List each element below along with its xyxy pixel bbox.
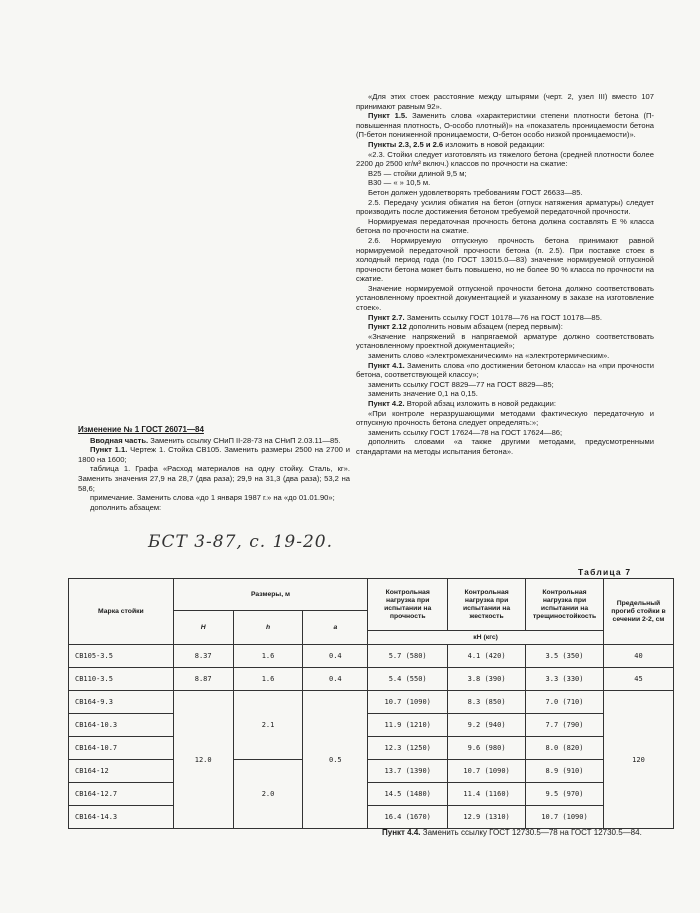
table-row	[69, 691, 674, 714]
cell-h-group: 2.1	[233, 691, 303, 760]
cell-mark: СВ164-12	[69, 760, 174, 783]
cell-mark: СВ164-10.3	[69, 714, 174, 737]
cell-mark: СВ164-12.7	[69, 783, 174, 806]
header-mark: Марка стойки	[69, 579, 174, 645]
right-paragraph: «Для этих стоек расстояние между штырями (черт. 2, узел III) вместо 107 принимают равным 92».	[356, 92, 654, 111]
header-deflection: Предельный прогиб стойки в сечении 2-2, см	[603, 579, 673, 645]
cell-crack: 8.9 (910)	[526, 760, 604, 783]
table-row	[69, 783, 674, 806]
right-paragraph: дополнить словами «а также другими методами, предусмотренными стандартами на методы испытания бетона».	[356, 437, 654, 456]
table-caption: Таблица 7	[578, 567, 632, 577]
header-H: H	[173, 611, 233, 645]
cell-crack: 8.0 (820)	[526, 737, 604, 760]
cell-stiffness: 11.4 (1160)	[448, 783, 526, 806]
right-paragraph: заменить ссылку ГОСТ 8829—77 на ГОСТ 8829—85;	[368, 379, 554, 389]
cell-strength: 12.3 (1250)	[368, 737, 448, 760]
cell-H: 8.37	[173, 645, 233, 668]
cell-stiffness: 3.8 (390)	[448, 668, 526, 691]
cell-crack: 7.0 (710)	[526, 691, 604, 714]
header-h: h	[233, 611, 303, 645]
left-paragraph: примечание. Заменить слова «до 1 января 1987 г.» на «до 01.01.90»;	[90, 493, 335, 503]
cell-crack: 3.5 (350)	[526, 645, 604, 668]
right-paragraph: B25 — стойки длиной 9,5 м;	[368, 168, 467, 178]
right-paragraph: 2.6. Нормируемую отпускную прочность бетона принимают равной нормируемой передаточной прочности бетона (п. 2.5). При поставке стоек в холодный период года (по ГОСТ 13015.0—83) значение нормируемой отпускной прочности бетона может быть повышено, но не более 90 % класса по прочности на сжатие.	[356, 235, 654, 284]
left-paragraph: Пункт 1.1. Чертеж 1. Стойка СВ105. Заменить размеры 2500 на 2700 и 1800 на 1600;	[78, 445, 350, 464]
cell-mark: СВ105-3.5	[69, 645, 174, 668]
cell-h: 1.6	[233, 645, 303, 668]
cell-crack: 7.7 (790)	[526, 714, 604, 737]
loads-table	[68, 578, 674, 829]
cell-strength: 5.7 (580)	[368, 645, 448, 668]
cell-crack: 3.3 (330)	[526, 668, 604, 691]
table-row	[69, 645, 674, 668]
left-paragraph: таблица 1. Графа «Расход материалов на одну стойку. Сталь, кг». Заменить значения 27,9 на 28,7 (два раза); 29,9 на 31,3 (два раза); 53,2 на 58,6;	[78, 464, 350, 493]
left-paragraph: Вводная часть. Заменить ссылку СНиП II-28-73 на СНиП 2.03.11—85.	[90, 435, 341, 445]
header-stiffness: Контрольная нагрузка при испытании на жесткость	[448, 579, 526, 631]
cell-deflection: 45	[603, 668, 673, 691]
table-row	[69, 737, 674, 760]
cell-deflection-group: 120	[603, 691, 673, 829]
header-unit: кН (кгс)	[368, 631, 604, 645]
right-paragraph: «2.3. Стойки следует изготовлять из тяжелого бетона (средней плотности более 2200 до 2500 кг/м³ включ.) классов по прочности на сжатие:	[356, 149, 654, 169]
cell-deflection: 40	[603, 645, 673, 668]
cell-a-group: 0.5	[303, 691, 368, 829]
cell-strength: 16.4 (1670)	[368, 806, 448, 829]
right-paragraph: заменить слово «электромеханическим» на «электротермическим».	[368, 351, 610, 361]
cell-h: 1.6	[233, 668, 303, 691]
header-dims: Размеры, м	[173, 579, 368, 611]
right-column	[356, 92, 654, 457]
table-row	[69, 714, 674, 737]
header-strength: Контрольная нагрузка при испытании на прочность	[368, 579, 448, 631]
cell-stiffness: 4.1 (420)	[448, 645, 526, 668]
cell-H: 8.87	[173, 668, 233, 691]
right-paragraph: Бетон должен удовлетворять требованиям ГОСТ 26633—85.	[368, 187, 583, 197]
right-paragraph: Пункт 2.12 дополнить новым абзацем (перед первым):	[368, 322, 563, 332]
cell-crack: 10.7 (1090)	[526, 806, 604, 829]
right-paragraph: Значение нормируемой отпускной прочности бетона должно соответствовать установленному проектной документацией и указанному в заказе на изготовление стоек».	[356, 283, 654, 313]
right-paragraph: заменить ссылку ГОСТ 17624—78 на ГОСТ 17624—86;	[368, 427, 563, 437]
footer-paragraph: Пункт 4.4. Заменить ссылку ГОСТ 12730.5—78 на ГОСТ 12730.5—84.	[382, 828, 642, 837]
cell-h-group: 2.0	[233, 760, 303, 829]
cell-crack: 9.5 (970)	[526, 783, 604, 806]
header-a: a	[303, 611, 368, 645]
handwritten-note: БСТ 3-87, с. 19-20.	[148, 532, 333, 552]
cell-stiffness: 9.2 (940)	[448, 714, 526, 737]
cell-strength: 14.5 (1480)	[368, 783, 448, 806]
cell-strength: 13.7 (1390)	[368, 760, 448, 783]
right-paragraph: Пункт 4.1. Заменить слова «по достижении бетоном класса» на «при прочности бетона, соответствующей классу»;	[356, 360, 654, 380]
cell-strength: 11.9 (1210)	[368, 714, 448, 737]
right-paragraph: «При контроле неразрушающими методами фактическую передаточную и отпускную прочность бетона следует определять:»;	[356, 408, 654, 428]
right-paragraph: B30 — « » 10,5 м.	[368, 178, 431, 188]
cell-strength: 5.4 (550)	[368, 668, 448, 691]
right-paragraph: Пункты 2.3, 2.5 и 2.6 изложить в новой редакции:	[368, 139, 545, 149]
cell-strength: 10.7 (1090)	[368, 691, 448, 714]
table-row	[69, 806, 674, 829]
table-row	[69, 668, 674, 691]
right-paragraph: 2.5. Передачу усилия обжатия на бетон (отпуск натяжения арматуры) следует производить после достижения бетоном требуемой передаточной прочности.	[356, 197, 654, 217]
cell-mark: СВ164-14.3	[69, 806, 174, 829]
left-column	[78, 425, 350, 512]
right-paragraph: Пункт 1.5. Заменить слова «характеристики степени плотности бетона (П-повышенная плотность, О-особо плотный)» на «показатель проницаемости бетона (П-бетон пониженной проницаемости, О-бетон особо низкой проницаемости)».	[356, 111, 654, 140]
right-paragraph: Нормируемая передаточная прочность бетона должна составлять Е % класса бетона по прочности на сжатие.	[356, 216, 654, 236]
header-crack: Контрольная нагрузка при испытании на трещиностойкость	[526, 579, 604, 631]
amendment-heading: Изменение № 1 ГОСТ 26071—84	[78, 425, 204, 434]
right-paragraph: Пункт 2.7. Заменить ссылку ГОСТ 10178—76 на ГОСТ 10178—85.	[368, 312, 602, 322]
table-row	[69, 760, 674, 783]
right-paragraph: «Значение напряжений в напрягаемой арматуре должно соответствовать установленному проектной документацией»;	[356, 331, 654, 351]
cell-mark: СВ164-10.7	[69, 737, 174, 760]
cell-H-group: 12.0	[173, 691, 233, 829]
cell-stiffness: 9.6 (980)	[448, 737, 526, 760]
right-paragraph: заменить значение 0,1 на 0,15.	[368, 389, 478, 399]
cell-stiffness: 12.9 (1310)	[448, 806, 526, 829]
right-paragraph: Пункт 4.2. Второй абзац изложить в новой редакции:	[368, 399, 556, 408]
footer-note	[370, 828, 660, 838]
cell-stiffness: 8.3 (850)	[448, 691, 526, 714]
cell-a: 0.4	[303, 645, 368, 668]
cell-stiffness: 10.7 (1090)	[448, 760, 526, 783]
cell-mark: СВ164-9.3	[69, 691, 174, 714]
left-paragraph: дополнить абзацем:	[90, 502, 162, 512]
cell-a: 0.4	[303, 668, 368, 691]
cell-mark: СВ110-3.5	[69, 668, 174, 691]
